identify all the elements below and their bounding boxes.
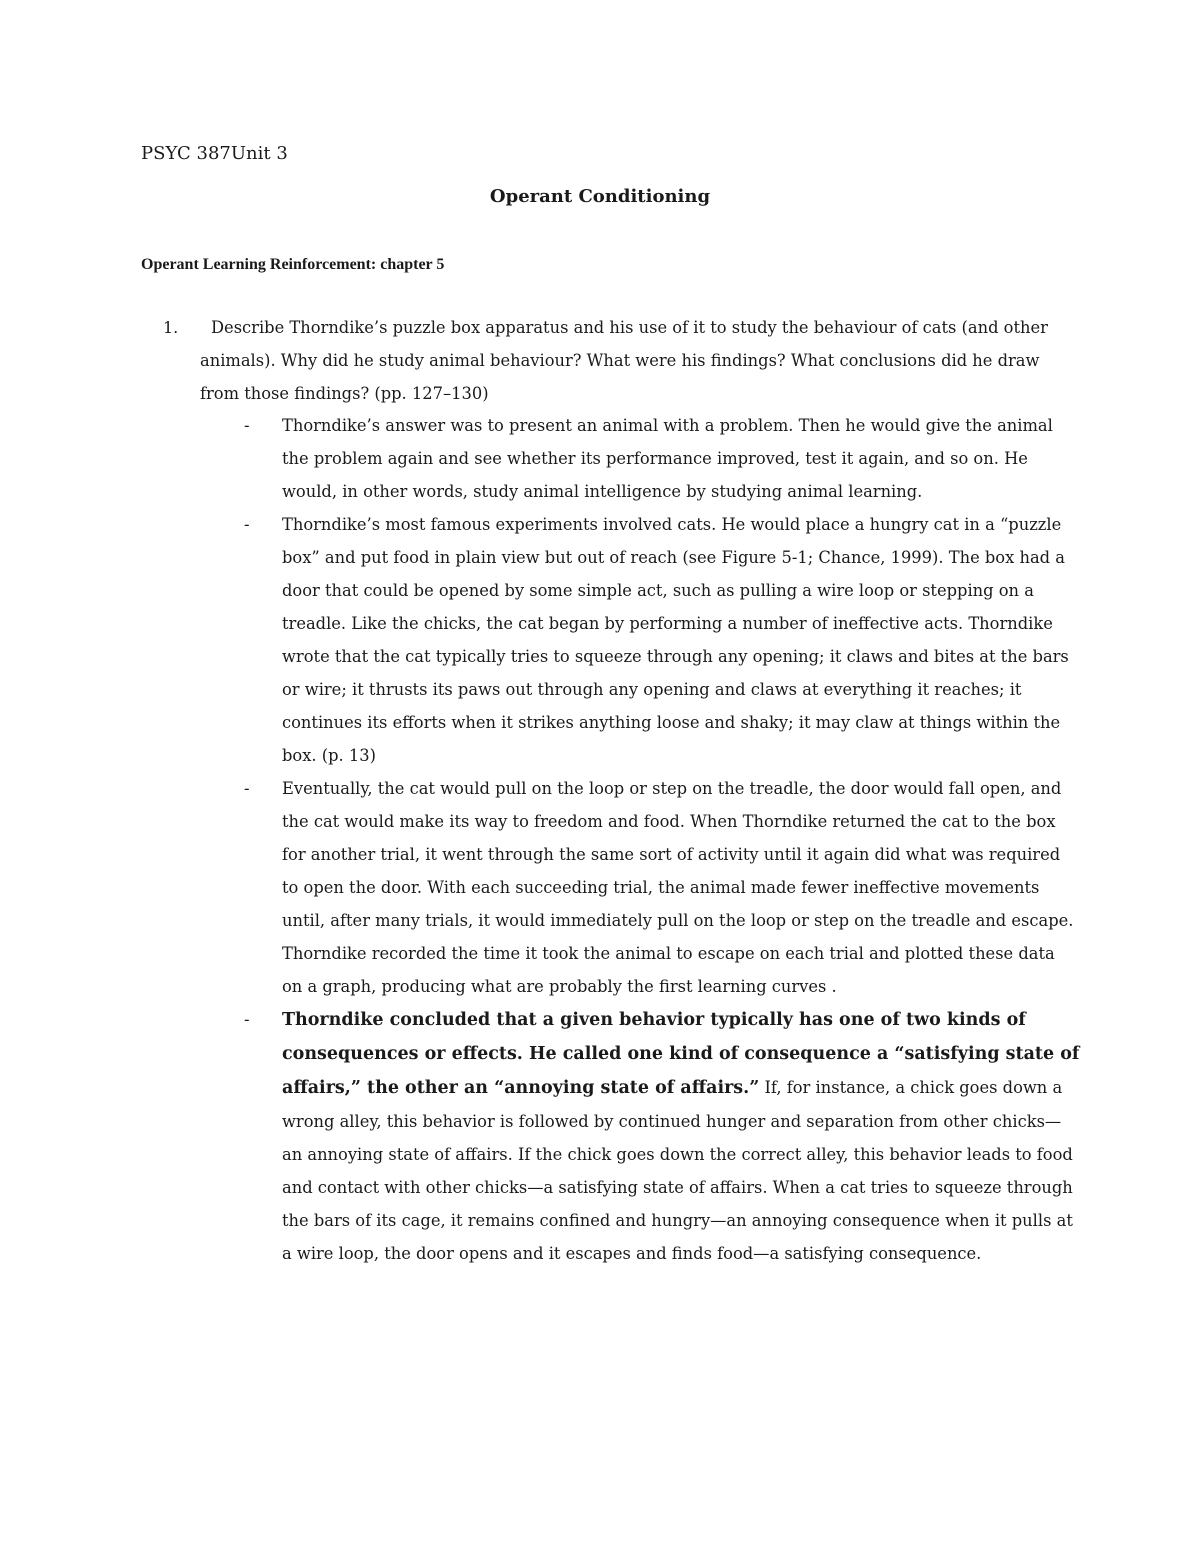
answer-bullet — [244, 409, 1080, 508]
document-title: Operant Conditioning — [489, 186, 711, 207]
bullet-bold-lead: Thorndike concluded that a given behavior typically has one of two kinds of consequences or effects. He called one kind of consequence a “satisfying state of affairs,” the other an “annoying state of affairs.” — [282, 1010, 1080, 1098]
bullet-dash: - — [244, 416, 250, 435]
bullet-text: Thorndike’s most famous experiments involved cats. He would place a hungry cat in a “puzzle box” and put food in plain view but out of reach (see Figure 5-1; Chance, 1999). The box had a door that could be opened by some simple act, such as pulling a wire loop or stepping on a treadle. Like the chicks, the cat began by performing a number of ineffective acts. Thorndike wrote that the cat typically tries to squeeze through any opening; it claws and bites at the bars or wire; it thrusts its paws out through any opening and claws at everything it reaches; it continues its efforts when it strikes anything loose and shaky; it may claw at things within the box. (p. 13) — [282, 515, 1069, 765]
answer-bullet-list — [244, 409, 1080, 1270]
question-number: 1. — [163, 318, 179, 337]
bullet-continuation: If, for instance, a chick goes down a wrong alley, this behavior is followed by continued hunger and separation from other chicks—an annoying state of affairs. If the chick goes down the correct alley, this behavior leads to food and contact with other chicks—a satisfying state of affairs. When a cat tries to squeeze through the bars of its cage, it remains confined and hungry—an annoying consequence when it pulls at a wire loop, the door opens and it escapes and finds food—a satisfying consequence. — [282, 1078, 1073, 1263]
bullet-dash: - — [244, 515, 250, 534]
answer-bullet — [244, 1003, 1080, 1270]
course-unit-header: PSYC 387Unit 3 — [141, 143, 288, 164]
bullet-text: Eventually, the cat would pull on the loop or step on the treadle, the door would fall open, and the cat would make its way to freedom and food. When Thorndike returned the cat to the box for another trial, it went through the same sort of activity until it again did what was required to open the door. With each succeeding trial, the animal made fewer ineffective movements until, after many trials, it would immediately pull on the loop or step on the treadle and escape. Thorndike recorded the time it took the animal to escape on each trial and plotted these data on a graph, producing what are probably the first learning curves . — [282, 779, 1074, 996]
bullet-dash: - — [244, 779, 250, 798]
answer-bullet — [244, 508, 1080, 772]
section-heading: Operant Learning Reinforcement: chapter 5 — [141, 256, 445, 273]
bullet-text: Thorndike’s answer was to present an animal with a problem. Then he would give the animal the problem again and see whether its performance improved, test it again, and so on. He would, in other words, study animal intelligence by studying animal learning. — [282, 416, 1053, 501]
bullet-dash: - — [244, 1010, 250, 1029]
question-text: Describe Thorndike’s puzzle box apparatus and his use of it to study the behaviour of cats (and other animals). Why did he study animal behaviour? What were his findings? What conclusions did he draw from those findings? (pp. 127–130) — [200, 318, 1048, 403]
bullet-text — [282, 1003, 1080, 1270]
answer-bullet — [244, 772, 1080, 1003]
